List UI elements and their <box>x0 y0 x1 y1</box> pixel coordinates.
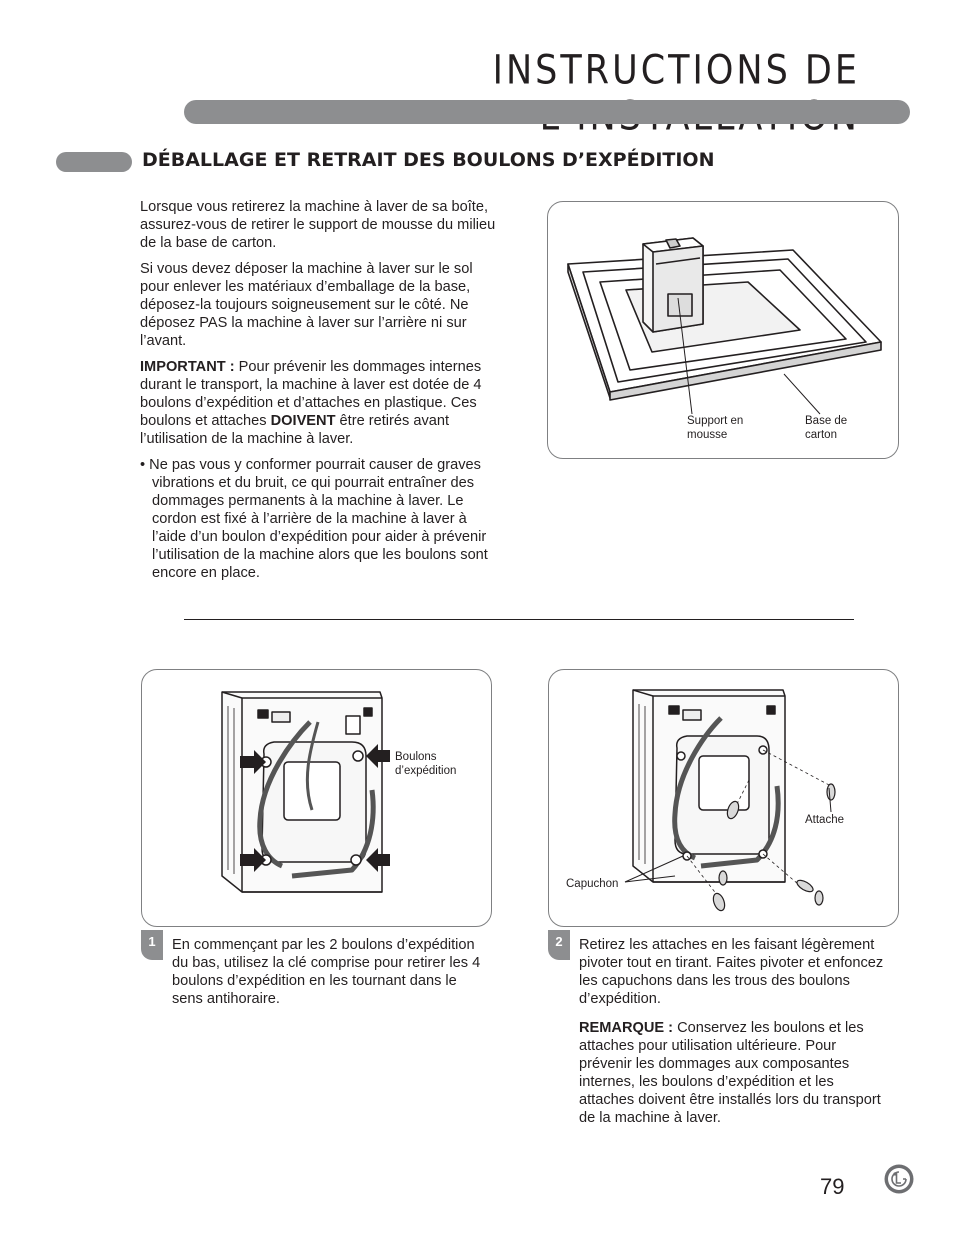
label-cap: Capuchon <box>566 878 619 890</box>
label-foam-support <box>687 414 743 442</box>
label-bolts-line-1: Boulons <box>395 751 437 763</box>
label-carton-base <box>805 414 847 442</box>
important-text-a: Pour prévenir les dommages internes durant le transport, la machine à laver est dotée de 4 boulons d’expédition et d’attaches en plastique. Ces boulons et attaches <box>140 359 482 429</box>
step-2-paragraph: Retirez les attaches en les faisant légèrement pivoter tout en tirant. Faites pivoter et enfoncez les capuchons dans les trous des boulons d’expédition. <box>579 937 884 1007</box>
lg-logo-icon <box>884 1164 914 1194</box>
step-1-text <box>172 936 490 1016</box>
step-1-number: 1 <box>141 930 163 960</box>
figure-packaging <box>547 201 899 459</box>
important-text-b: être retirés avant l’utilisation de la machine à laver. <box>140 413 450 447</box>
label-clip: Attache <box>805 814 844 826</box>
figure-step-2 <box>548 669 899 927</box>
intro-paragraph-1: Lorsque vous retirerez la machine à laver de sa boîte, assurez-vous de retirer le support de mousse du milieu de la base de carton. <box>140 199 496 251</box>
washer-back-bolts-illustration <box>142 670 491 926</box>
step-2-text <box>579 936 889 1135</box>
label-shipping-bolts <box>395 750 456 778</box>
intro-paragraph-2: Si vous devez déposer la machine à laver sur le sol pour enlever les matériaux d’emballage de la base, déposez-la toujours soigneusement sur le côté. Ne déposez PAS la machine à laver sur l’arrière ni sur l’avant. <box>140 261 473 349</box>
label-bolts-line-2: d’expédition <box>395 765 457 777</box>
page-number: 79 <box>820 1174 845 1199</box>
important-label: IMPORTANT : <box>140 359 235 375</box>
intro-text <box>140 198 502 590</box>
figure-step-1 <box>141 669 492 927</box>
remark-text: Conservez les boulons et les attaches pour utilisation ultérieure. Pour prévenir les dommages aux composantes internes, les boulons d’expédition et les attaches doivent être installés lors du transport de la machine à laver. <box>579 1020 881 1126</box>
important-paragraph <box>140 358 502 448</box>
section-marker <box>56 152 132 172</box>
important-bold: DOIVENT <box>270 413 336 429</box>
label-foam-line-1: Support en <box>687 415 744 427</box>
step-1-paragraph: En commençant par les 2 boulons d’expédition du bas, utilisez la clé comprise pour retirer les 4 boulons d’expédition en les tournant dans le sens antihoraire. <box>172 937 481 1007</box>
warning-bullet: • Ne pas vous y conformer pourrait causer de graves vibrations et du bruit, ce qui pourrait entraîner des dommages permanents à la machine à laver. Le cordon est fixé à l’arrière de la machine à laver à l’aide d’un boulon d’expédition pour aider à prévenir l’utilisation de la machine alors que les boulons sont encore en place. <box>140 457 488 581</box>
label-base-line-2: carton <box>805 429 837 441</box>
logo-text: LG <box>884 1164 886 1165</box>
label-foam-line-2: mousse <box>687 429 728 441</box>
title-bar <box>184 100 910 124</box>
label-base-line-1: Base de <box>805 415 848 427</box>
section-title: DÉBALLAGE ET RETRAIT DES BOULONS D’EXPÉDITION <box>142 149 715 171</box>
remark-label: REMARQUE : <box>579 1020 674 1036</box>
step-2-number: 2 <box>548 930 570 960</box>
section-divider <box>184 619 854 620</box>
remark-paragraph <box>579 1019 889 1127</box>
page-title: INSTRUCTIONS DE <box>492 48 860 94</box>
